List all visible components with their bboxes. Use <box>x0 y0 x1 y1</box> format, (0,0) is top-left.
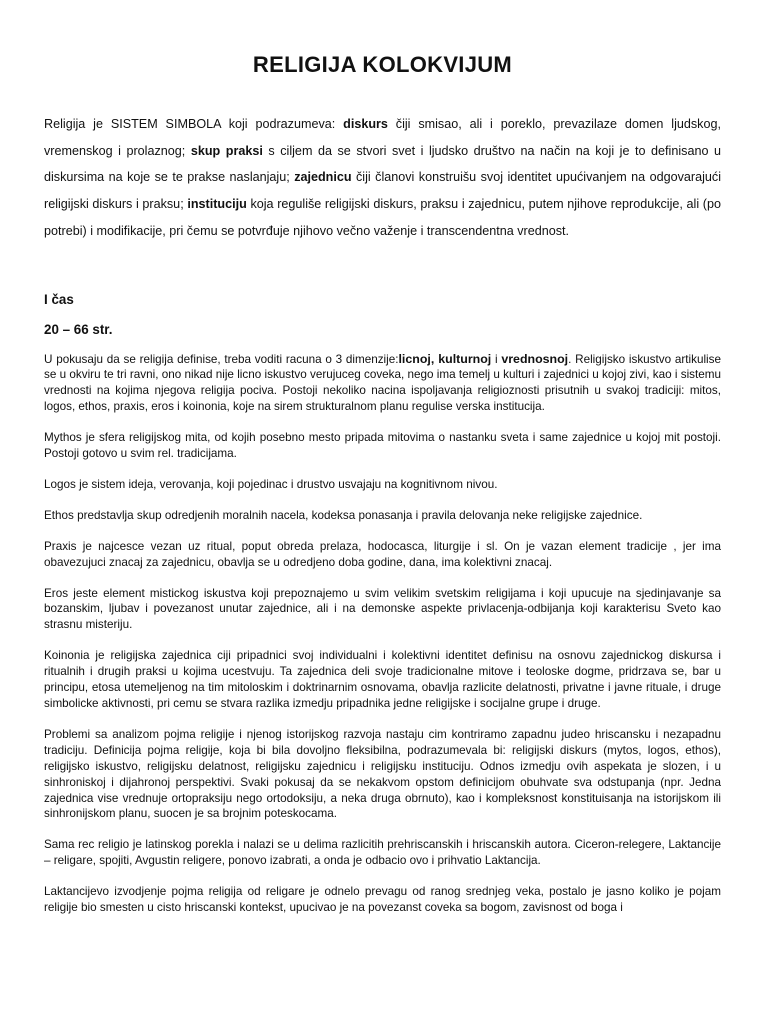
definition-paragraph <box>44 111 721 245</box>
document-title: RELIGIJA KOLOKVIJUM <box>252 52 513 77</box>
intro-term: zajednicu <box>294 170 352 185</box>
paragraph-text: . Religijsko iskustvo artikulise se u okviru te tri ravni, ono nikad nije licno iskustvo verujuceg coveka, nego ima temelj u kulturi i zajednici u kojoj zivi, kao i sistemu vrednosti na kojima njegova religija pociva. Postoji nekoliko nacina ispoljavanja religioznosti prisutnih u svakoj tradiciji: mitos, logos, ethos, praxis, eros i koinonia, koje na sirem strukturalnom planu regulise verska institucija. <box>44 352 721 414</box>
paragraph-text: i <box>491 352 502 366</box>
emphasis-text: licnoj, kulturnoj <box>398 351 492 366</box>
paragraph-etymology: Sama rec religio je latinskog porekla i nalazi se u delima razlicitih prehriscanskih i hriscanskih autora. Ciceron-relegere, Laktancije – religare, spojiti, Avgustin religere, ponovo izabrati, a onda je odbacio ovo i prihvatio Laktancija. <box>44 838 721 868</box>
dimensions-paragraph <box>44 352 721 416</box>
intro-text: Religija je SISTEM SIMBOLA koji podrazumeva: <box>44 117 344 131</box>
intro-text: čiji smisao, ali i poreklo, prevazilaze domen ljudskog, vremenskog i prolaznog; <box>44 117 721 158</box>
paragraph-eros: Eros jeste element mistickog iskustva koji prepoznajemo u svim velikim svetskim religijama i koji upucuje na sjedinjavanje sa bozanskim, ljubav i povezanost unutar zajednice, ali i na demonske aspekte privlacenja-odbijanja koji karakterisu Sveto kao strasnu misteriju. <box>44 586 721 632</box>
intro-term: skup praksi <box>190 143 263 158</box>
paragraph-laktancije: Laktancijevo izvodjenje pojma religija od religare je odnelo prevagu od ranog srednjeg veka, postalo je jasno koliko je pojam religije bio smesten u cisto hriscanski kontekst, upucivao je na povezanst coveka sa bogom, zavisnost od boga i <box>44 885 721 915</box>
paragraph-mythos: Mythos je sfera religijskog mita, od kojih posebno mesto pripada mitovima o nastanku sveta i same zajednice u kojoj mit postoji. Postoji gotovo u svim rel. tradicijama. <box>44 431 721 461</box>
paragraph-problems: Problemi sa analizom pojma religije i njenog istorijskog razvoja nastaju cim kontriramo zapadnu judeo hriscansku i nezapadnu tradiciju. Definicija pojma religije, koja bi bila dovoljno fleksibilna, podrazumevala bi: religijski diskurs (mytos, logos, ethos), religijsko iskustvo, religijsku delatnost, religijsku zajednicu i religijsku instituciju. Odnos izmedju ovih aspekata je slozen, i u sinhroniskoj i dijahronoj perspektivi. Svaki pokusaj da se nekakvom opstom definicijom obuhvate sva odstupanja (npr. Jedna zajednica vise vrednuje ortopraksiju nego ortodoksiju, a neka druga obrnuto), kao i kompleksnost konstituisanja na istorijskom ili sinhronijskom planu, suocen je sa brojnim poteskocama. <box>44 727 721 821</box>
paragraph-text: U pokusaju da se religija definise, treba voditi racuna o 3 dimenzije: <box>44 352 399 366</box>
emphasis-text: vrednosnoj <box>501 351 569 366</box>
intro-text: koja reguliše religijski diskurs, praksu i zajednicu, putem njihove reprodukcije, ali (po potrebi) i modifikacije, pri čemu se potvrđuje njihovo večno važenje i transcendentna vrednost. <box>44 197 721 238</box>
paragraph-koinonia: Koinonia je religijska zajednica ciji pripadnici svoj individualni i kolektivni identitet definisu na osnovu zajednickog diskursa i ritualnih i drugih praksi u kojima ucestvuju. Ta zajednica deli svoje tradicionalne mitove i teoloske dogme, pridrzava se, bar u principu, etosa utemeljenog na tim mitoloskim i doktrinarnim osnovama, obavlja razlicite delatnosti, privatne i javne rituale, i druge simbolicke aktivnosti, pri cemu se stvara razlika izmedju pripadnika jedne religijske i socijalne grupe i druge. <box>44 649 721 711</box>
paragraph-praxis: Praxis je najcesce vezan uz ritual, poput obreda prelaza, hodocasca, liturgije i sl. On je vazan element tradicije , jer ima obavezujuci znacaj za zajednicu, obavlja se u odredjeno doba godine, dana, ima kolektivni znacaj. <box>44 539 721 569</box>
intro-term: instituciju <box>187 197 247 212</box>
section-pages: 20 – 66 str. <box>44 321 113 337</box>
paragraph-logos: Logos je sistem ideja, verovanja, koji pojedinac i drustvo usvajaju na kognitivnom nivou. <box>44 477 498 491</box>
intro-text: s ciljem da se stvori svet i ljudsko društvo na način na koji je to definisano u diskursima na koje se te prakse naslanjaju; <box>44 143 722 185</box>
intro-text: čiji članovi konstruišu svoj identitet upućivanjem na odgovarajući religijski diskurs i praksu; <box>44 170 721 212</box>
paragraph-ethos: Ethos predstavlja skup odredjenih moralnih nacela, kodeksa ponasanja i pravila delovanja neke religijske zajednice. <box>44 508 643 522</box>
section-heading: I čas <box>44 291 74 307</box>
intro-term: diskurs <box>343 117 388 131</box>
